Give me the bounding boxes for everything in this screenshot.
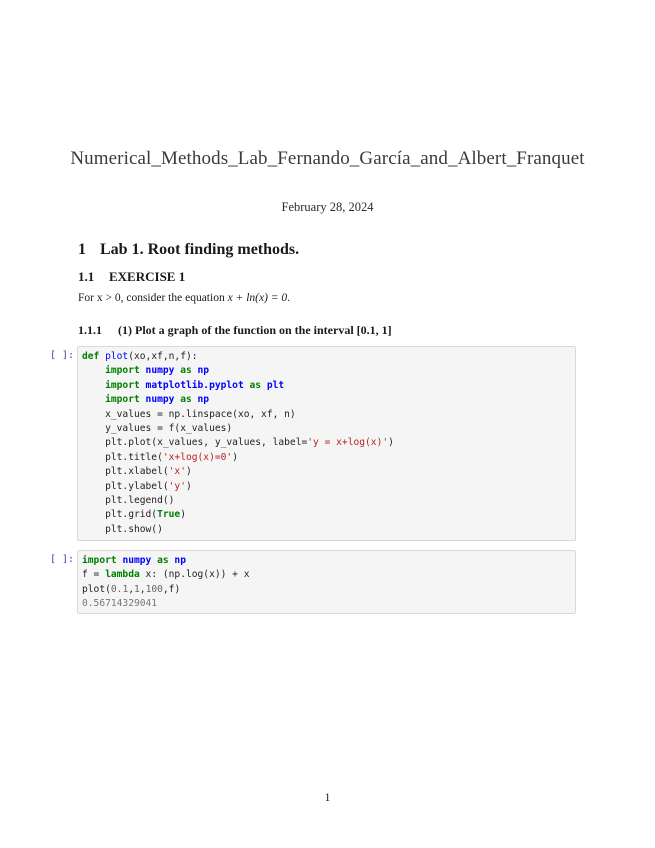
cell-output: 0.56714329041 <box>82 598 158 610</box>
code-token: True <box>157 509 181 521</box>
code-token: ) <box>180 509 186 521</box>
code-line <box>82 379 571 393</box>
code-token: , <box>128 583 134 595</box>
code-token: ) <box>232 451 238 463</box>
code-token: matplotlib.pyplot <box>145 379 250 391</box>
equation: x + ln(x) = 0 <box>227 292 288 304</box>
code-line <box>82 568 571 582</box>
code-line <box>82 364 571 378</box>
section-title: Lab 1. Root finding methods. <box>100 241 300 258</box>
code-line <box>82 408 571 422</box>
code-token: def <box>82 351 106 362</box>
code-token: 100 <box>145 583 163 595</box>
code-token <box>82 365 105 376</box>
code-token: np <box>174 555 186 566</box>
cell-prompt: [ ]: <box>50 350 75 361</box>
code-token: import <box>82 555 123 566</box>
subsubsection-title: (1) Plot a graph of the function on the interval [0.1, 1] <box>118 323 392 337</box>
subsection-heading <box>78 269 185 285</box>
code-token: plt.legend() <box>82 494 175 506</box>
code-token: plt.plot(x_values, y_values, label= <box>82 437 308 449</box>
code-token: ) <box>388 437 394 449</box>
code-token: 1 <box>134 583 140 595</box>
code-token: import <box>105 365 146 377</box>
code-token: 'y = x+log(x)' <box>307 437 389 449</box>
code-cell-call-plot[interactable] <box>77 550 576 614</box>
code-token: 'x+log(x)=0' <box>162 451 233 463</box>
section-heading <box>78 241 299 259</box>
document-title: Numerical_Methods_Lab_Fernando_García_and_Albert_Franquet <box>70 148 585 169</box>
code-token: plot <box>105 351 129 362</box>
code-token: plt.grid( <box>82 509 158 521</box>
code-token <box>82 394 105 405</box>
code-token: import <box>105 394 146 406</box>
paragraph-text: For x > 0, consider the equation <box>78 292 228 304</box>
code-token: np <box>197 365 210 377</box>
section-number: 1 <box>78 241 86 258</box>
code-line <box>82 422 571 436</box>
code-line <box>82 523 571 537</box>
code-token: import <box>105 379 146 391</box>
paragraph-end: . <box>287 292 291 304</box>
code-token: plt.show() <box>82 523 163 535</box>
code-token: 'y' <box>168 480 186 492</box>
code-line <box>82 393 571 407</box>
code-token: f = <box>82 569 106 581</box>
subsubsection-heading <box>78 323 392 338</box>
code-line <box>82 465 571 479</box>
code-token: plt.title( <box>82 451 163 463</box>
code-line <box>82 508 571 522</box>
code-token: 'x' <box>168 466 186 478</box>
code-token: (xo,xf,n,f): <box>128 351 198 362</box>
code-line <box>82 583 571 597</box>
code-token: x_values = np.linspace(xo, xf, n) <box>82 408 296 420</box>
document-date: February 28, 2024 <box>281 200 374 214</box>
subsection-number: 1.1 <box>78 269 95 284</box>
code-token: lambda <box>105 569 146 581</box>
code-token: , <box>139 583 146 595</box>
code-line <box>82 451 571 465</box>
code-token: ) <box>185 466 192 478</box>
exercise-paragraph <box>78 292 290 304</box>
code-token: np <box>197 394 210 406</box>
code-token: y_values = f(x_values) <box>82 422 233 434</box>
code-token: ,f) <box>162 583 181 595</box>
code-line <box>82 480 571 494</box>
code-token: x: (np.log(x)) + x <box>145 569 250 581</box>
code-line <box>82 350 571 364</box>
code-token <box>82 380 105 391</box>
code-token: plt.xlabel( <box>82 466 169 478</box>
code-token: numpy <box>122 555 158 566</box>
code-token: ) <box>185 480 192 492</box>
code-token: as <box>249 379 267 391</box>
code-token: plt <box>266 379 285 391</box>
code-token: numpy <box>145 365 181 377</box>
code-cell-plot-function[interactable] <box>77 346 576 541</box>
subsubsection-number: 1.1.1 <box>78 323 102 337</box>
cell-prompt: [ ]: <box>50 554 75 565</box>
code-token: 0.1 <box>110 583 129 595</box>
code-token: as <box>180 394 198 406</box>
code-line <box>82 554 571 568</box>
code-line <box>82 494 571 508</box>
subsection-title: EXERCISE 1 <box>109 269 186 284</box>
code-token: numpy <box>145 394 181 406</box>
code-token: as <box>180 365 198 377</box>
code-token: as <box>157 555 175 566</box>
page-number: 1 <box>324 792 331 804</box>
code-token: plt.ylabel( <box>82 480 169 492</box>
code-line <box>82 436 571 450</box>
code-token: plot( <box>82 583 111 595</box>
